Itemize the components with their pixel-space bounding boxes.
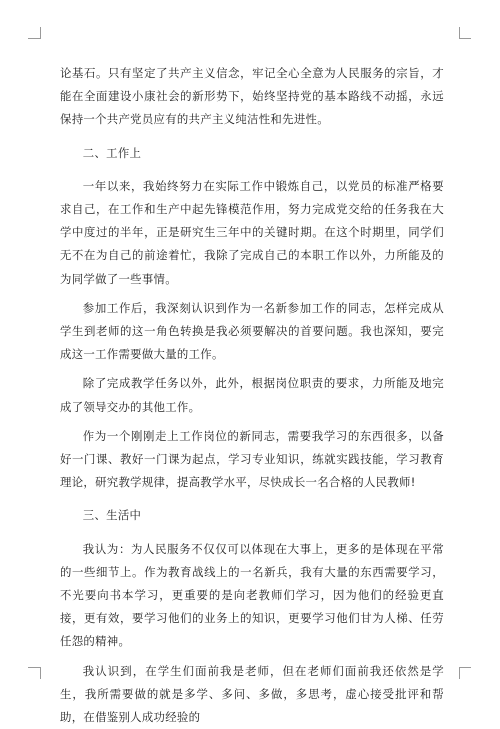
paragraph-2: 参加工作后，我深刻认识到作为一名新参加工作的同志，怎样完成从学生到老师的这一角色转换是我必须要解决的首要问题。我也深知，要完成这一工作需要做大量的工作。 [60, 300, 444, 362]
paragraph-5: 我认为：为人民服务不仅仅可以体现在大事上，更多的是体现在平常的一些细节上。作为教育战线上的一名新兵，我有大量的东西需要学习，不光要向书本学习，更重要的是向老教师们学习，因为他们的经验更直接，更有效，要学习他们的业务上的知识，更要学习他们甘为人梯、任劳任怨的精神。 [60, 541, 444, 649]
document-body [60, 62, 444, 729]
corner-mark-bottom-right-h [459, 667, 471, 668]
section-heading-life: 三、生活中 [82, 508, 142, 523]
paragraph-0: 论基石。只有坚定了共产主义信念，牢记全心全意为人民服务的宗旨，才能在全面建设小康社会的新形势下，始终坚持党的基本路线不动摇，永远保持一个共产党员应有的共产主义纯洁性和先进性。 [60, 66, 444, 127]
corner-mark-top-left-v [40, 27, 41, 39]
corner-mark-top-right-v [459, 27, 460, 39]
paragraph-3: 除了完成教学任务以外，此外，根据岗位职责的要求，力所能及地完成了领导交办的其他工作。 [60, 376, 444, 414]
paragraph-1: 一年以来，我始终努力在实际工作中锻炼自己，以党员的标准严格要求自己，在工作和生产中起先锋模范作用，努力完成党交给的任务我在大学中度过的半年，正是研究生三年中的关键时期。在这个时期里，同学们无不在为自己的前途着忙，我除了完成自己的本职工作以外，力所能及的为同学做了一些事情。 [60, 178, 444, 286]
corner-mark-bottom-left-v [40, 667, 41, 679]
paragraph-4: 作为一个刚刚走上工作岗位的新同志，需要我学习的东西很多，以备好一门课、教好一门课为起点，学习专业知识，练就实践技能，学习教育理论，研究教学规律，提高教学水平，尽快成长一名合格的人民教师! [60, 428, 444, 490]
corner-mark-bottom-right-v [459, 667, 460, 679]
corner-mark-top-right-h [459, 38, 471, 39]
corner-mark-top-left-h [28, 38, 40, 39]
corner-mark-bottom-left-h [28, 667, 40, 668]
section-heading-work: 二、工作上 [82, 145, 142, 160]
paragraph-6: 我认识到，在学生们面前我是老师，但在老师们面前我还依然是学生，我所需要做的就是多学、多问、多做，多思考，虚心接受批评和帮助，在借鉴别人成功经验的 [60, 663, 444, 725]
